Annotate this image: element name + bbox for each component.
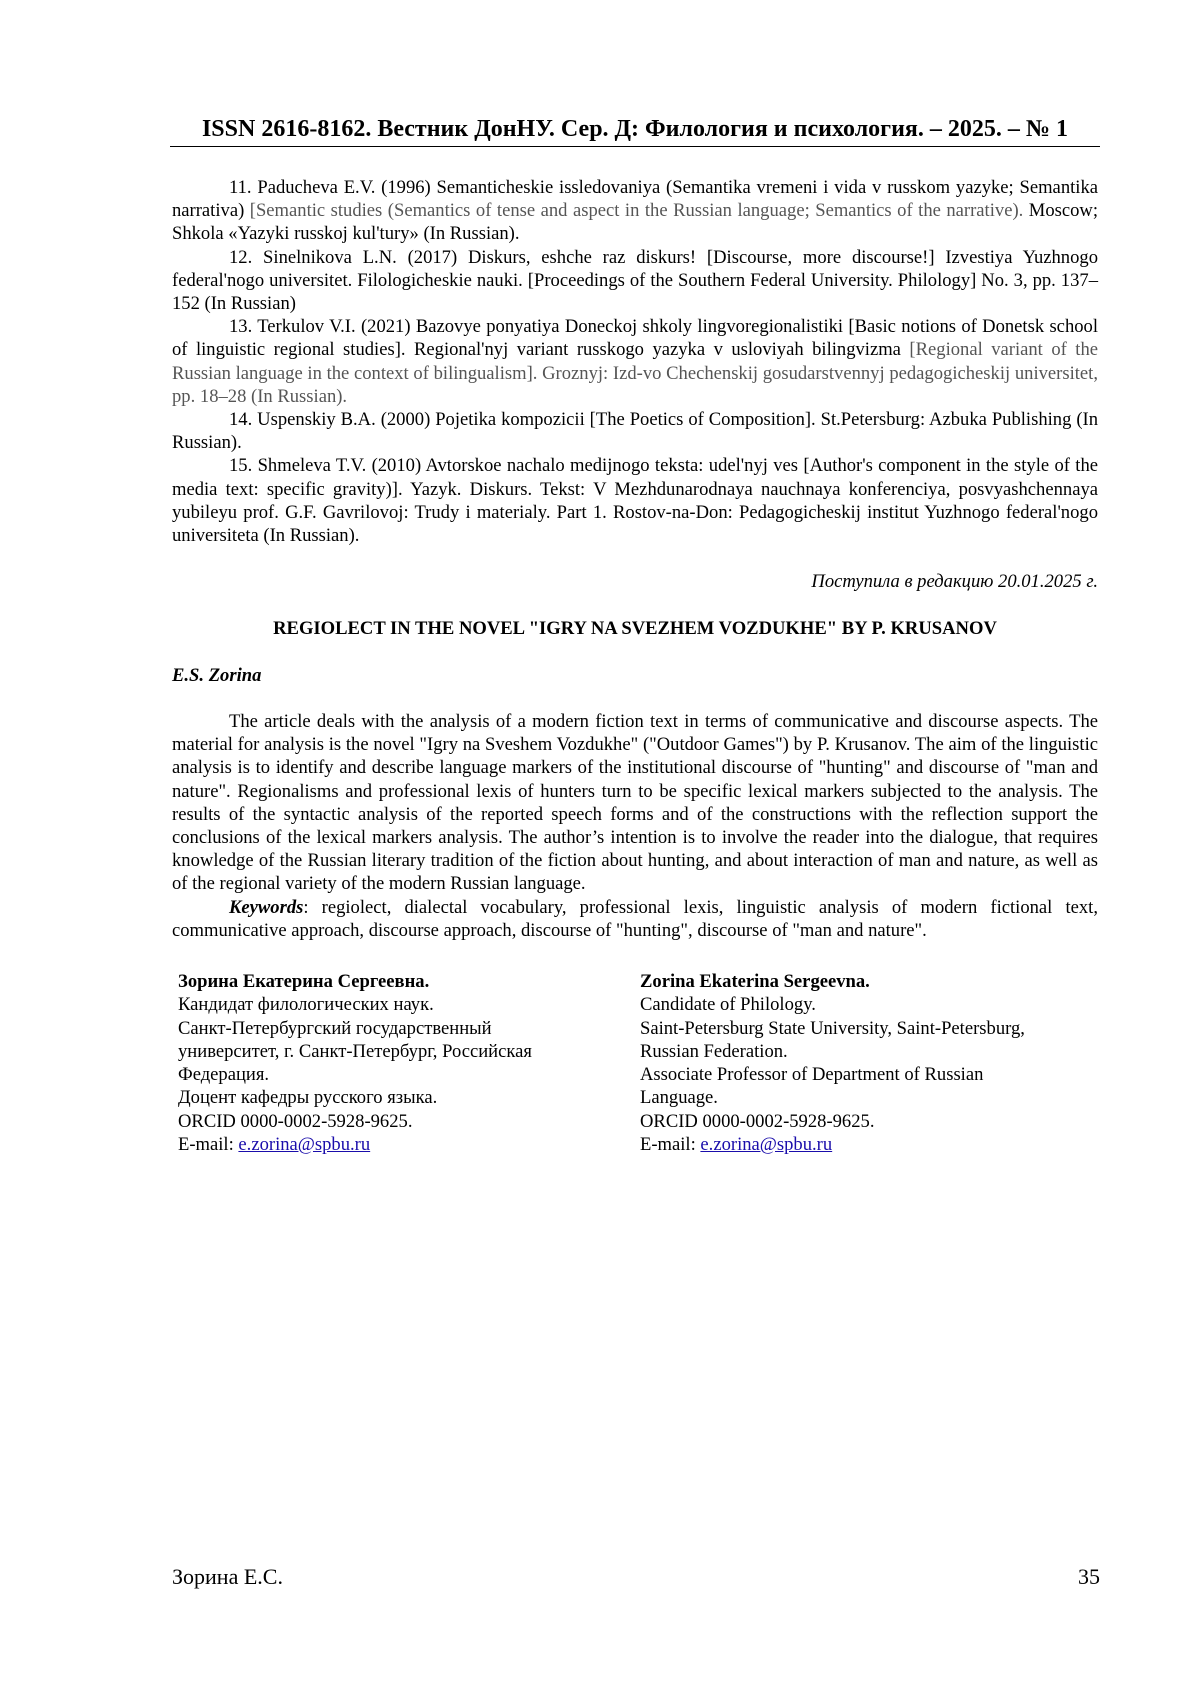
abstract-block: [172, 710, 1098, 942]
reference-translation: [Regional variant of the Russian language in the context of bilingualism]. Groznyj: Izd-vo Chechenskij gosudarstvennyj pedagogicheskij universitet,: [172, 339, 1098, 384]
reference-text-end: pp. 18–28 (In Russian).: [172, 385, 348, 407]
keywords-paragraph: [172, 896, 1098, 942]
author-info-line: Saint-Petersburg State University, Saint-Petersburg,: [640, 1017, 1025, 1039]
reference-translation: [Semantic studies (Semantics of tense and aspect in the Russian language; Semantics of the narrative).: [249, 200, 1024, 222]
author-info-line: Санкт-Петербургский государственный: [178, 1017, 492, 1039]
reference-number: 14.: [229, 409, 253, 431]
article-title: REGIOLECT IN THE NOVEL "IGRY NA SVEZHEM VOZDUKHE" BY P. KRUSANOV: [273, 618, 997, 639]
reference-item: [172, 246, 1098, 316]
email-line: [640, 1133, 1080, 1156]
received-date: Поступила в редакцию 20.01.2025 г.: [811, 571, 1098, 592]
reference-list: [172, 176, 1098, 547]
author-name-ru: Зорина Екатерина Сергеевна.: [178, 971, 430, 992]
reference-text: Uspenskiy B.A. (2000) Pojetika kompozicii [The Poetics of Composition]. St.Petersburg: Azbuka Publishing (In Russian).: [172, 409, 1098, 454]
author-info-line: Candidate of Philology.: [640, 994, 816, 1016]
email-label: E-mail:: [178, 1134, 239, 1156]
author-info-english: [640, 970, 1080, 1156]
author-info-line: Доцент кафедры русского языка.: [178, 1087, 438, 1109]
reference-item: [172, 315, 1098, 408]
reference-number: 11.: [229, 177, 252, 198]
author-info-russian: [178, 970, 598, 1156]
article-author: E.S. Zorina: [172, 665, 262, 686]
abstract-text: The article deals with the analysis of a modern fiction text in terms of communicative and discourse aspects. The material for analysis is the novel "Igry na Sveshem Vozdukhe" ("Outdoor Games") by P. Krusanov. The aim of the linguistic analysis is to identify and describe language markers of the institutional discourse of "hunting" and discourse of "man and nature". Regionalisms and professional lexis of hunters turn to be specific lexical markers subjected to the analysis. The results of the syntactic analysis of the reported speech forms and of the constructions with the reflection support the conclusions of the lexical markers analysis. The author’s intention is to involve the reader into the dialogue, that requires knowledge of the Russian literary tradition of the fiction about hunting, and about interaction of man and nature, as well as of the regional variety of the modern Russian language.: [172, 711, 1098, 895]
email-label: E-mail:: [640, 1134, 701, 1156]
email-link[interactable]: e.zorina@spbu.ru: [238, 1134, 371, 1156]
reference-number: 15.: [229, 455, 253, 477]
reference-item: [172, 454, 1098, 547]
reference-text: Shmeleva T.V. (2010) Avtorskoe nachalo medijnogo teksta: udel'nyj ves [Author's component in the style of the media text: specific gravity)]. Yazyk. Diskurs. Tekst: V Mezhdunarodnaya nauchnaya konferenciya, posvyashchennaya yubileyu prof. G.F. Gavrilovoj: Trudy i materialy. Part 1. Rostov-na-Don: Pedagogicheskij institut Yuzhnogo federal'nogo universiteta (In Russian).: [172, 455, 1098, 547]
author-info-line: Федерация.: [178, 1064, 270, 1086]
footer-author: Зорина Е.С.: [172, 1564, 283, 1589]
reference-item: [172, 408, 1098, 454]
email-line: [178, 1133, 598, 1156]
author-info-line: Кандидат филологических наук.: [178, 994, 434, 1016]
author-info-line: ORCID 0000-0002-5928-9625.: [640, 1110, 875, 1132]
reference-text: Paducheva E.V. (1996) Semanticheskie issledovaniya (Semantika vremeni i vida v russkom yazyke; Semantika narrativa): [172, 177, 1098, 222]
author-info-line: Language.: [640, 1087, 718, 1109]
email-link[interactable]: e.zorina@spbu.ru: [700, 1134, 833, 1156]
keywords-text: : regiolect, dialectal vocabulary, professional lexis, linguistic analysis of modern fictional text, communicative approach, discourse approach, discourse of "hunting", discourse of "man and nature".: [172, 896, 1098, 941]
reference-text: Sinelnikova L.N. (2017) Diskurs, eshche raz diskurs! [Discourse, more discourse!] Izvestiya Yuzhnogo federal'nogo universitet. Filologicheskie nauki. [Proceedings of the Southern Federal University. Philology] No. 3, pp. 137–152 (In Russian): [172, 246, 1098, 315]
page-number: 35: [1078, 1564, 1100, 1589]
keywords-label: Keywords: [229, 896, 304, 918]
author-info-line: Associate Professor of Department of Russian: [640, 1064, 984, 1086]
reference-text-end: Moscow; Shkola «Yazyki russkoj kul'tury» (In Russian).: [172, 200, 1099, 245]
running-header: ISSN 2616-8162. Вестник ДонНУ. Сер. Д: Филология и психология. – 2025. – № 1: [170, 114, 1100, 147]
author-info-line: ORCID 0000-0002-5928-9625.: [178, 1110, 413, 1132]
reference-item: [172, 176, 1098, 246]
reference-text: Terkulov V.I. (2021) Bazovye ponyatiya Doneckoj shkoly lingvoregionalistiki [Basic notions of Donetsk school of linguistic regional studies]. Regional'nyj variant russkogo yazyka v usloviyah bilingvizma: [172, 316, 1098, 361]
author-info-line: университет, г. Санкт-Петербург, Российская: [178, 1040, 532, 1062]
reference-number: 12.: [229, 246, 253, 268]
author-info-line: Russian Federation.: [640, 1040, 788, 1062]
author-name-en: Zorina Ekaterina Sergeevna.: [640, 971, 870, 992]
reference-number: 13.: [229, 316, 253, 338]
